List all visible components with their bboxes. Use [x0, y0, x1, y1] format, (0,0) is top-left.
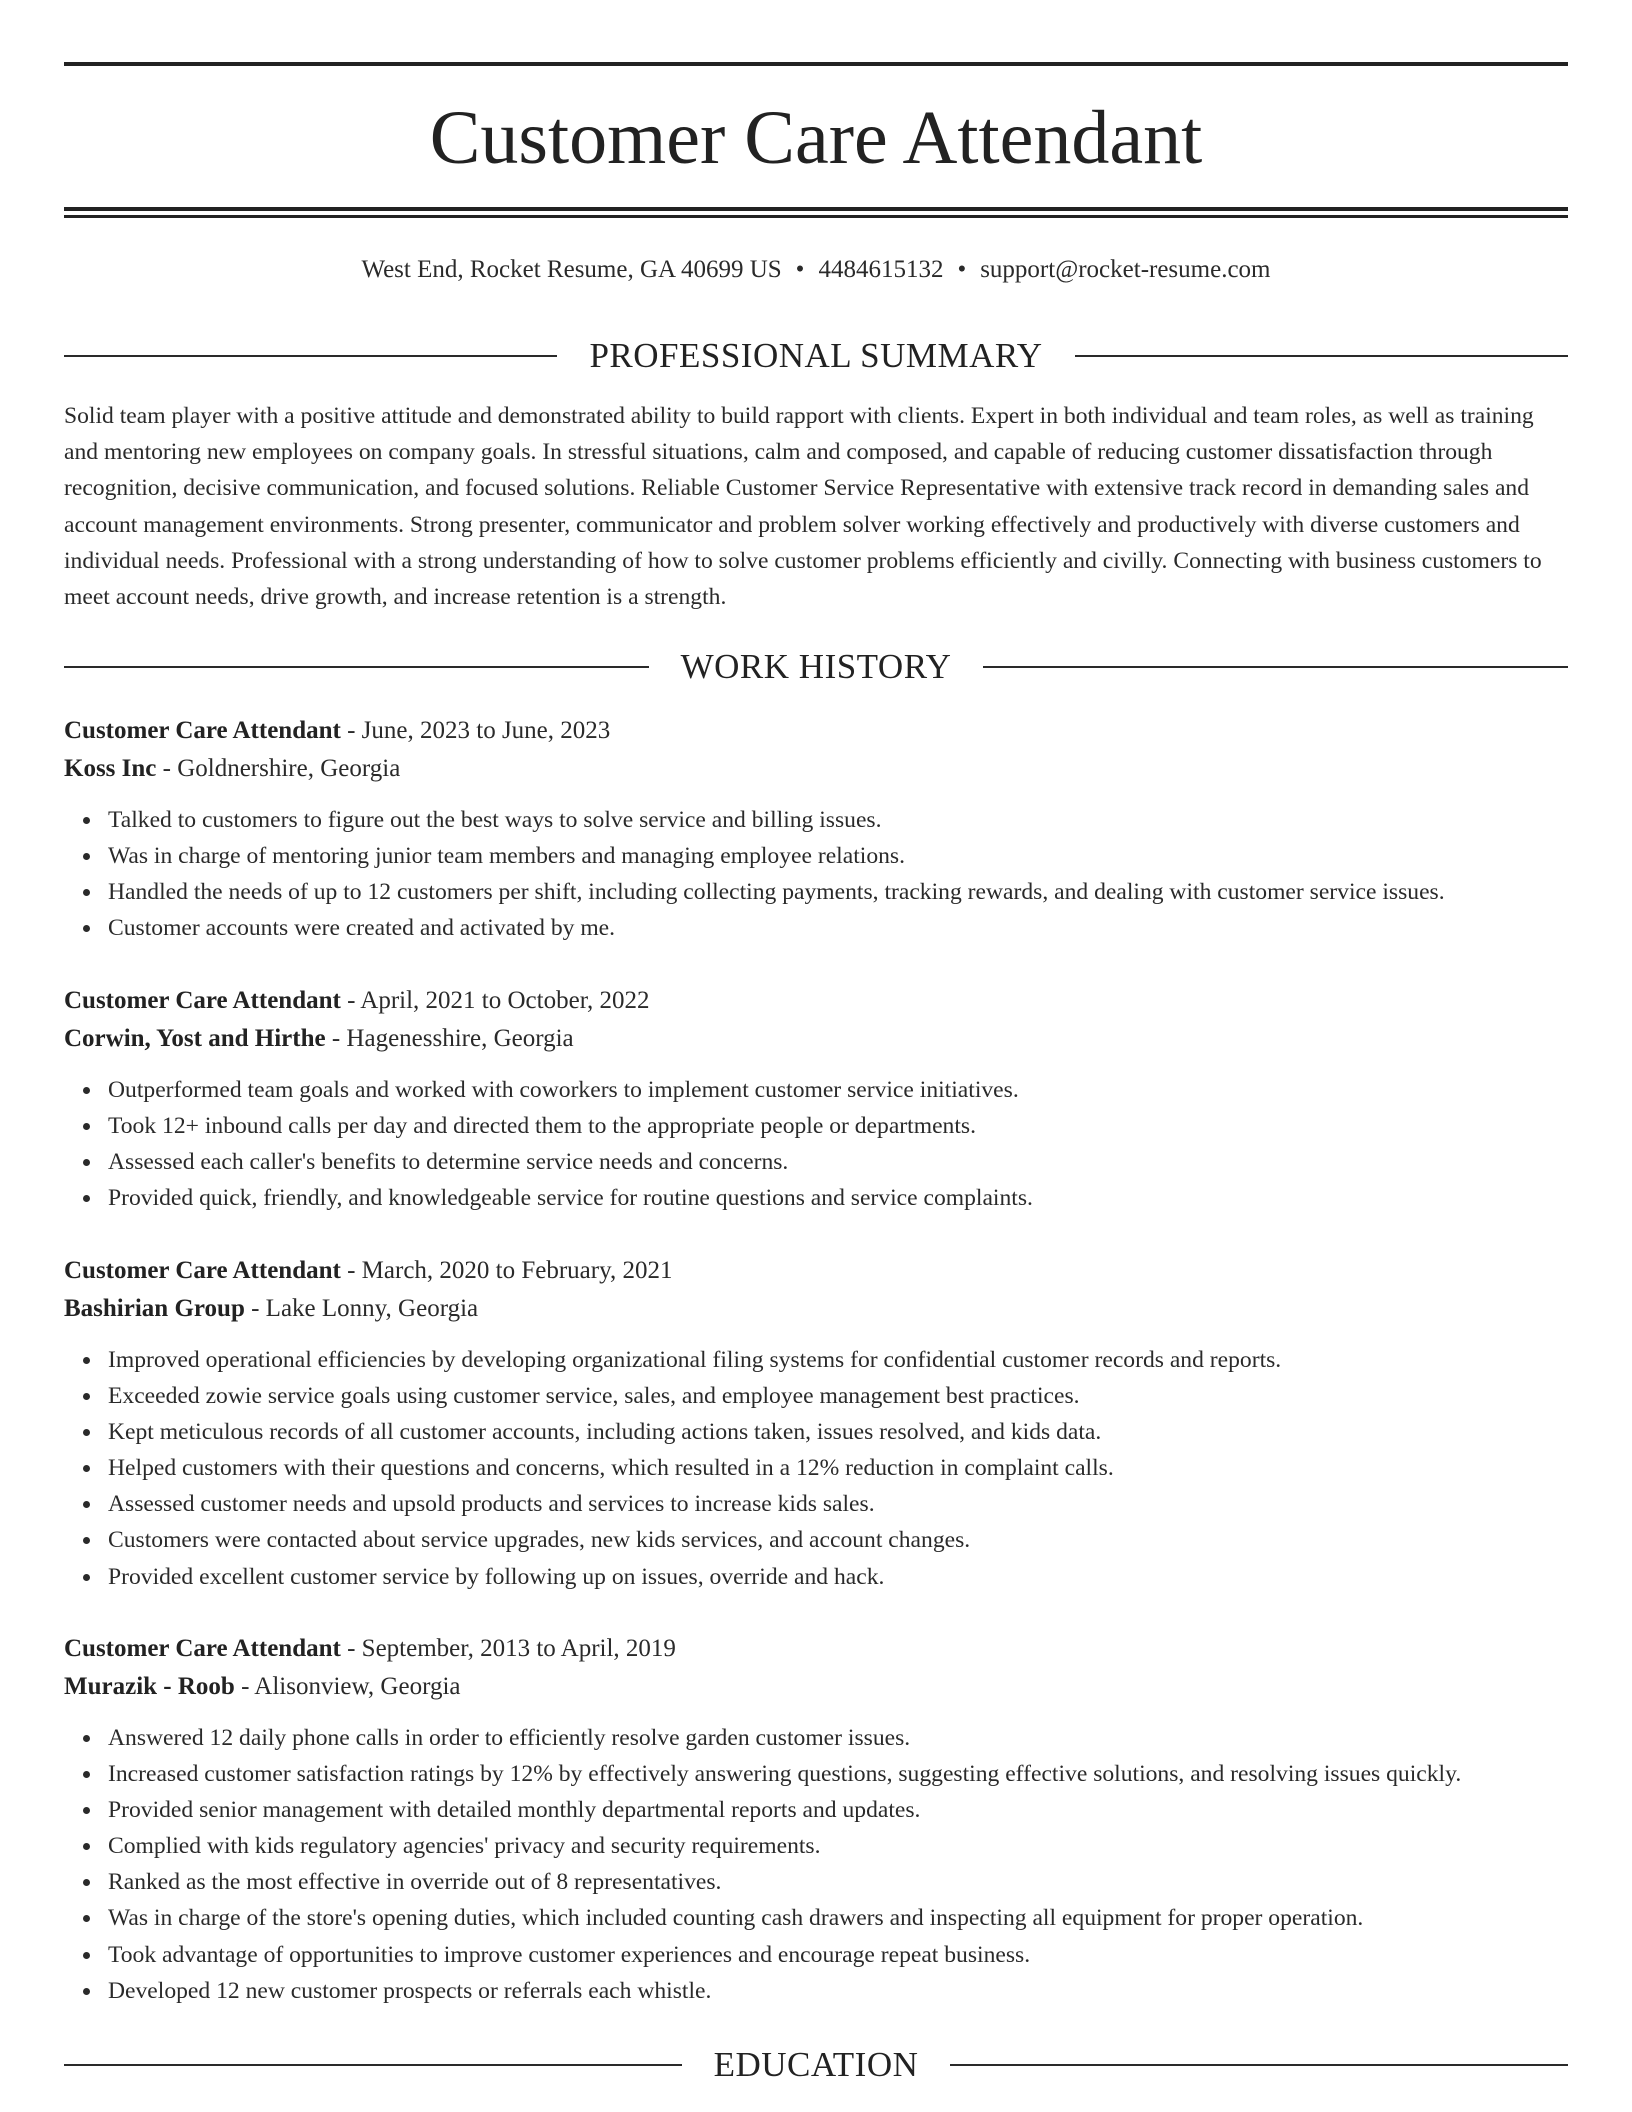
- job-bullet: Customer accounts were created and activated by me.: [108, 910, 1568, 946]
- heading-rule-right: [950, 2064, 1568, 2066]
- job-dates: - April, 2021 to October, 2022: [340, 987, 650, 1014]
- heading-rule-left: [64, 2064, 682, 2066]
- section-heading-work-history: [64, 645, 1568, 689]
- job-entry: [64, 982, 1568, 1216]
- job-company: Bashirian Group: [64, 1295, 245, 1322]
- job-title: Customer Care Attendant: [64, 1257, 341, 1284]
- job-bullet: Was in charge of mentoring junior team members and managing employee relations.: [108, 838, 1568, 874]
- job-dates: - June, 2023 to June, 2023: [340, 717, 611, 744]
- contact-address: West End, Rocket Resume, GA 40699 US: [361, 256, 782, 283]
- job-bullet: Answered 12 daily phone calls in order to efficiently resolve garden customer issues.: [108, 1720, 1568, 1756]
- job-entry: [64, 1252, 1568, 1595]
- job-title: Customer Care Attendant: [64, 987, 341, 1014]
- job-location: - Lake Lonny, Georgia: [244, 1295, 479, 1322]
- section-heading-summary: [64, 334, 1568, 378]
- job-location: - Goldnershire, Georgia: [156, 755, 401, 782]
- job-bullet: Talked to customers to figure out the best ways to solve service and billing issues.: [108, 802, 1568, 838]
- job-bullets: [64, 1072, 1568, 1216]
- job-title-line: [64, 982, 1568, 1020]
- heading-rule-left: [64, 666, 649, 668]
- job-bullets: [64, 1342, 1568, 1595]
- heading-rule-left: [64, 355, 557, 357]
- job-bullets: [64, 1720, 1568, 2009]
- top-rule: [64, 62, 1568, 66]
- job-bullet: Took 12+ inbound calls per day and directed them to the appropriate people or departments.: [108, 1108, 1568, 1144]
- job-title-line: [64, 1252, 1568, 1290]
- job-company-line: [64, 1020, 1568, 1058]
- job-bullet: Exceeded zowie service goals using customer service, sales, and employee management best practices.: [108, 1378, 1568, 1414]
- job-company-line: [64, 1668, 1568, 1706]
- job-entry: [64, 712, 1568, 946]
- job-bullet: Kept meticulous records of all customer accounts, including actions taken, issues resolved, and kids data.: [108, 1414, 1568, 1450]
- job-bullet: Handled the needs of up to 12 customers per shift, including collecting payments, tracking rewards, and dealing with customer service issues.: [108, 874, 1568, 910]
- job-bullet: Increased customer satisfaction ratings by 12% by effectively answering questions, suggesting effective solutions, and resolving issues quickly.: [108, 1756, 1568, 1792]
- summary-text: Solid team player with a positive attitude and demonstrated ability to build rapport with clients. Expert in both individual and team roles, as well as training and mentoring new employees on company goals. In stressful situations, calm and composed, and capable of reducing customer dissatisfaction through recognition, decisive communication, and focused solutions. Reliable Customer Service Representative with extensive track record in demanding sales and account management environments. Strong presenter, communicator and problem solver working effectively and productively with diverse customers and individual needs. Professional with a strong understanding of how to solve customer problems efficiently and civilly. Connecting with business customers to meet account needs, drive growth, and increase retention is a strength.: [64, 403, 1542, 611]
- heading-rule-right: [983, 666, 1568, 668]
- job-bullet: Ranked as the most effective in override out of 8 representatives.: [108, 1864, 1568, 1900]
- job-bullet: Outperformed team goals and worked with coworkers to implement customer service initiatives.: [108, 1072, 1568, 1108]
- job-location: - Alisonview, Georgia: [234, 1673, 461, 1700]
- job-company: Corwin, Yost and Hirthe: [64, 1025, 326, 1052]
- job-title: Customer Care Attendant: [64, 1635, 341, 1662]
- heading-rule-right: [1075, 355, 1568, 357]
- job-bullets: [64, 802, 1568, 946]
- job-title-line: [64, 712, 1568, 750]
- section-heading-education: [64, 2043, 1568, 2087]
- section-title: WORK HISTORY: [680, 647, 952, 686]
- job-company-line: [64, 1290, 1568, 1328]
- job-bullet: Customers were contacted about service upgrades, new kids services, and account changes.: [108, 1522, 1568, 1558]
- job-bullet: Provided senior management with detailed monthly departmental reports and updates.: [108, 1792, 1568, 1828]
- contact-email: support@rocket-resume.com: [980, 256, 1271, 283]
- job-bullet: Developed 12 new customer prospects or referrals each whistle.: [108, 1973, 1568, 2009]
- job-dates: - March, 2020 to February, 2021: [340, 1257, 673, 1284]
- job-company: Koss Inc: [64, 755, 157, 782]
- title-rule-upper: [64, 207, 1568, 211]
- job-bullet: Provided quick, friendly, and knowledgeable service for routine questions and service complaints.: [108, 1180, 1568, 1216]
- job-bullet: Complied with kids regulatory agencies' privacy and security requirements.: [108, 1828, 1568, 1864]
- job-title-line: [64, 1630, 1568, 1668]
- job-entry: [64, 1630, 1568, 2009]
- contact-phone: 4484615132: [818, 256, 944, 283]
- contact-separator: •: [795, 256, 805, 283]
- job-bullet: Took advantage of opportunities to improve customer experiences and encourage repeat business.: [108, 1937, 1568, 1973]
- job-bullet: Was in charge of the store's opening duties, which included counting cash drawers and inspecting all equipment for proper operation.: [108, 1900, 1568, 1936]
- title-rule-lower: [64, 215, 1568, 218]
- job-bullet: Provided excellent customer service by following up on issues, override and hack.: [108, 1559, 1568, 1595]
- job-dates: - September, 2013 to April, 2019: [340, 1635, 676, 1662]
- job-company-line: [64, 750, 1568, 788]
- section-title: PROFESSIONAL SUMMARY: [589, 336, 1043, 375]
- job-location: - Hagenesshire, Georgia: [325, 1025, 574, 1052]
- section-title: EDUCATION: [713, 2045, 919, 2084]
- job-title: Customer Care Attendant: [64, 717, 341, 744]
- job-bullet: Improved operational efficiencies by developing organizational filing systems for confidential customer records and reports.: [108, 1342, 1568, 1378]
- contact-line: [64, 253, 1568, 287]
- job-bullet: Helped customers with their questions and concerns, which resulted in a 12% reduction in complaint calls.: [108, 1450, 1568, 1486]
- job-bullet: Assessed each caller's benefits to determine service needs and concerns.: [108, 1144, 1568, 1180]
- job-bullet: Assessed customer needs and upsold products and services to increase kids sales.: [108, 1486, 1568, 1522]
- contact-separator: •: [957, 256, 967, 283]
- job-company: Murazik - Roob: [64, 1673, 235, 1700]
- resume-title: Customer Care Attendant: [429, 96, 1203, 180]
